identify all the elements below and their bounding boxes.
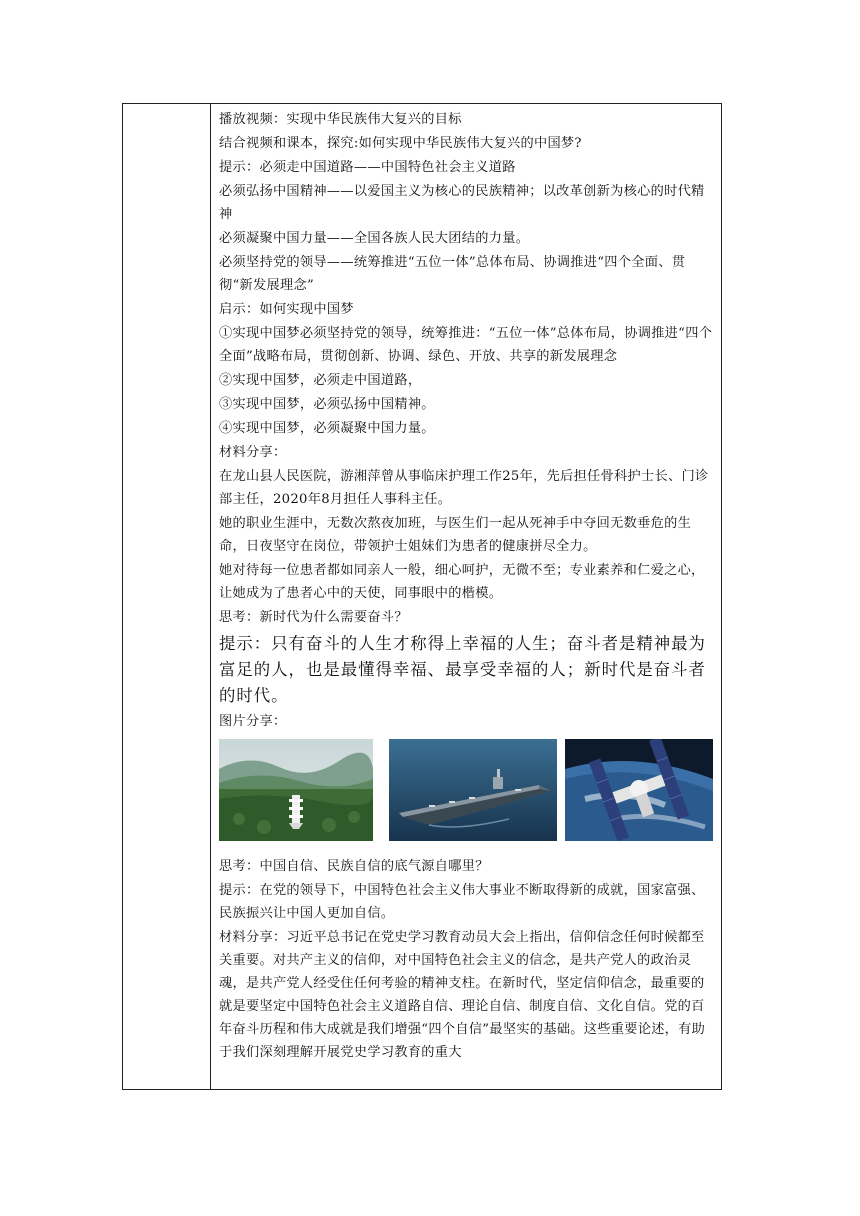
paragraph: 材料分享：习近平总书记在党史学习教育动员大会上指出，信仰信念任何时候都至关重要。对共产主义的信仰，对中国特色社会主义的信念，是共产党人的政治灵魂，是共产党人经受住任何考验的精神支柱。在新时代，坚定信仰信念，最重要的就是要坚定中国特色社会主义道路自信、理论自信、制度自信、文化自信。党的百年奋斗历程和伟大成就是我们增强“四个自信”最坚实的基础。这些重要论述，有助于我们深刻理解开展党史学习教育的重大 [219,930,706,1060]
paragraph: 结合视频和课本，探究:如何实现中华民族伟大复兴的中国梦? [219,136,582,151]
paragraph: 播放视频：实现中华民族伟大复兴的目标 [219,112,462,127]
paragraph: 她对待每一位患者都如同亲人一般，细心呵护，无微不至；专业素养和仁爱之心，让她成为了患者心中的天使，同事眼中的楷模。 [219,563,705,601]
paragraph: 提示：在党的领导下，中国特色社会主义伟大事业不断取得新的成就，国家富强、民族振兴让中国人更加自信。 [219,883,705,921]
paragraph: ②实现中国梦，必须走中国道路， [219,373,422,388]
paragraph: 材料分享： [219,445,287,460]
image-heading: 图片分享： [219,714,287,729]
image-row [219,739,717,851]
paragraph: ③实现中国梦，必须弘扬中国精神。 [219,397,435,412]
hint-paragraph-large: 提示：只有奋斗的人生才称得上幸福的人生；奋斗者是精神最为富足的人，也是最懂得幸福、最享受幸福的人；新时代是奋斗者的时代。 [219,634,706,705]
paragraph: 提示：必须走中国道路——中国特色社会主义道路 [219,160,516,175]
paragraph: 她的职业生涯中，无数次熬夜加班，与医生们一起从死神手中夺回无数垂危的生命，日夜坚守在岗位，带领护士姐妹们为患者的健康拼尽全力。 [219,516,692,554]
paragraph: 在龙山县人民医院，游湘萍曾从事临床护理工作25年，先后担任骨科护士长、门诊部主任，2020年8月担任人事科主任。 [219,469,709,507]
paragraph: 思考：中国自信、民族自信的底气源自哪里？ [219,859,489,874]
paragraph: 启示：如何实现中国梦 [219,302,354,317]
aircraft-carrier-photo [389,739,557,841]
mountain-tower-photo [219,739,373,841]
paragraph: 必须弘扬中国精神——以爱国主义为核心的民族精神；以改革创新为核心的时代精神 [219,184,705,222]
paragraph: ④实现中国梦，必须凝聚中国力量。 [219,421,435,436]
lesson-content-cell [219,108,717,1065]
paragraph: 必须凝聚中国力量——全国各族人民大团结的力量。 [219,231,530,246]
space-station-photo [565,739,713,841]
paragraph: 思考：新时代为什么需要奋斗？ [219,610,408,625]
lesson-table [122,103,722,1090]
column-divider [210,104,211,1089]
paragraph: 必须坚持党的领导——统筹推进“五位一体”总体布局、协调推进“四个全面、贯彻“新发展理念” [219,255,686,293]
paragraph: ①实现中国梦必须坚持党的领导，统筹推进：“五位一体”总体布局，协调推进“四个全面”战略布局，贯彻创新、协调、绿色、开放、共享的新发展理念 [219,326,713,364]
